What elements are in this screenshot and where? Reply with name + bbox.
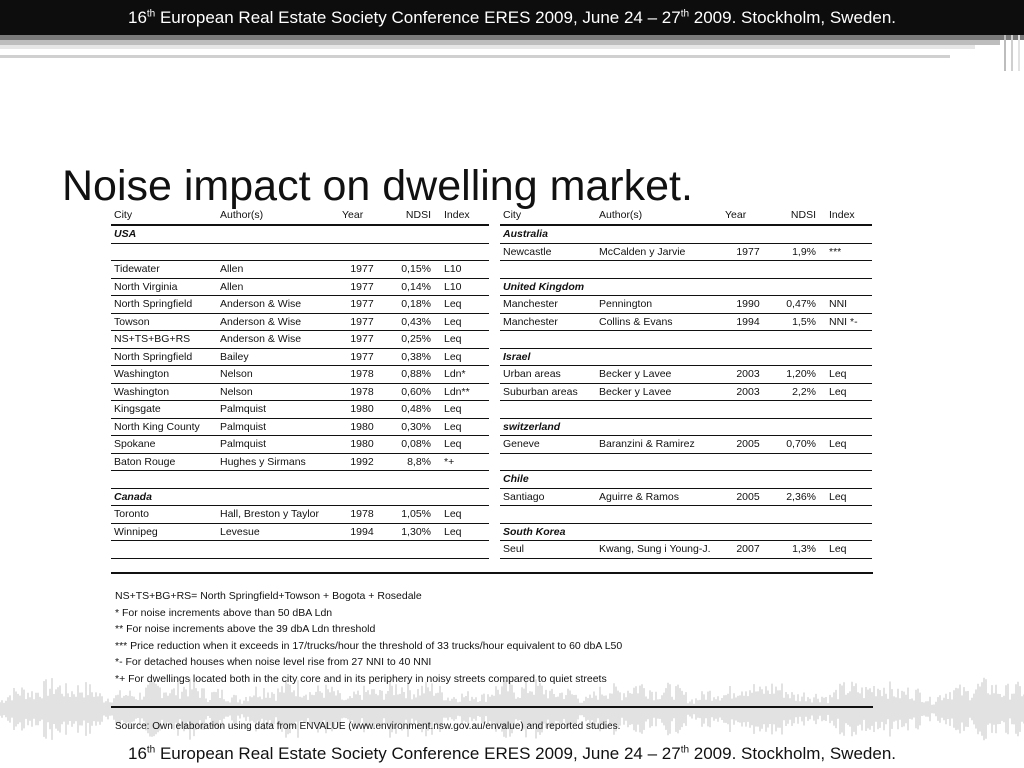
cell-city: Toronto [111,506,217,524]
blank-cell [500,401,872,419]
cell-author: Levesue [217,523,339,541]
footer-text-pre: 16 [127,744,147,763]
cell-index: Leq [826,383,872,401]
blank-row [500,261,872,279]
col-header-year: Year [722,205,774,225]
table-row [500,296,872,314]
cell-year: 1977 [339,331,385,349]
table-row [111,313,489,331]
table-row [111,278,489,296]
cell-city: Manchester [500,313,596,331]
cell-author: Hughes y Sirmans [217,453,339,471]
header-text-pre: 16 [127,8,147,27]
cell-index: Leq [441,436,489,454]
cell-year: 2005 [722,436,774,454]
cell-ndsi: 0,14% [385,278,441,296]
cell-year: 1980 [339,418,385,436]
cell-city: North King County [111,418,217,436]
cell-index: Leq [441,331,489,349]
header-text-post: 2009. Stockholm, Sweden. [689,8,897,27]
footer-sup: th [146,744,156,756]
table-row [500,366,872,384]
table-row [111,506,489,524]
section-label: Israel [500,348,872,366]
cell-city: Geneve [500,436,596,454]
cell-author: Collins & Evans [596,313,722,331]
cell-author: Palmquist [217,436,339,454]
cell-ndsi: 0,30% [385,418,441,436]
cell-year: 1992 [339,453,385,471]
table-row [111,261,489,279]
cell-year: 1977 [339,296,385,314]
cell-author: Anderson & Wise [217,296,339,314]
cell-author: Nelson [217,383,339,401]
col-header-author: Author(s) [596,205,722,225]
cell-city: Kingsgate [111,401,217,419]
cell-year: 1977 [339,348,385,366]
cell-ndsi: 0,48% [385,401,441,419]
cell-author: Palmquist [217,418,339,436]
cell-ndsi: 0,47% [774,296,826,314]
header-sup: th [146,8,156,20]
table-bottom-rule [111,572,873,574]
cell-city: Baton Rouge [111,453,217,471]
footnote: NS+TS+BG+RS= North Springfield+Towson + Bogota + Rosedale [115,590,422,602]
table-row [500,383,872,401]
section-label: Canada [111,488,489,506]
header-vline-2 [1011,35,1013,71]
cell-author: Hall, Breston y Taylor [217,506,339,524]
cell-ndsi: 8,8% [385,453,441,471]
section-row [500,225,872,243]
table-right-body [500,225,872,558]
section-label: Australia [500,225,872,243]
cell-city: Urban areas [500,366,596,384]
cell-year: 1978 [339,366,385,384]
blank-row [500,401,872,419]
table-header-row [111,205,489,225]
blank-row [500,453,872,471]
blank-row [500,506,872,524]
cell-author: Becker y Lavee [596,366,722,384]
footer-text-mid: European Real Estate Society Conference ERES 2009, June 24 – 27 [155,744,681,763]
cell-city: Tidewater [111,261,217,279]
cell-ndsi: 1,05% [385,506,441,524]
cell-year: 1980 [339,401,385,419]
cell-index: Ldn* [441,366,489,384]
cell-ndsi: 1,30% [385,523,441,541]
footnote: *- For detached houses when noise level rise from 27 NNI to 40 NNI [115,656,432,669]
col-header-index: Index [826,205,872,225]
cell-index: NNI *- [826,313,872,331]
cell-year: 2003 [722,383,774,401]
section-label: USA [111,225,489,243]
cell-index: Leq [441,313,489,331]
blank-row [111,471,489,489]
header-vline-3 [1018,35,1020,71]
cell-city: North Springfield [111,348,217,366]
section-row [111,225,489,243]
table-row [111,366,489,384]
table-row [500,436,872,454]
table-row [500,488,872,506]
section-label: United Kingdom [500,278,872,296]
cell-index: Leq [441,348,489,366]
table-row [111,523,489,541]
cell-ndsi: 1,9% [774,243,826,261]
section-label: switzerland [500,418,872,436]
cell-ndsi: 2,2% [774,383,826,401]
section-row [500,471,872,489]
cell-city: NS+TS+BG+RS [111,331,217,349]
footnote: *** Price reduction when it exceeds in 17/trucks/hour the threshold of 33 trucks/hour equivalent to 60 dbA L50 [115,639,623,652]
section-label: South Korea [500,523,872,541]
cell-city: Seul [500,541,596,559]
cell-year: 1977 [339,261,385,279]
slide-title: Noise impact on dwelling market. [62,162,693,210]
col-header-city: City [500,205,596,225]
cell-ndsi: 0,08% [385,436,441,454]
cell-author: Anderson & Wise [217,331,339,349]
col-header-city: City [111,205,217,225]
cell-year: 2005 [722,488,774,506]
footnote: *+ For dwellings located both in the city core and in its periphery in noisy streets compared to quiet streets [115,672,607,685]
cell-city: Washington [111,366,217,384]
cell-city: Washington [111,383,217,401]
table-header-row [500,205,872,225]
cell-author: Palmquist [217,401,339,419]
blank-cell [500,453,872,471]
blank-row [111,243,489,261]
cell-index: Leq [441,523,489,541]
cell-author: Allen [217,278,339,296]
cell-ndsi: 1,5% [774,313,826,331]
table-row [111,401,489,419]
table-row [111,418,489,436]
section-row [111,488,489,506]
cell-city: North Virginia [111,278,217,296]
cell-author: Nelson [217,366,339,384]
header-stripe-3 [0,45,975,49]
cell-index: *** [826,243,872,261]
cell-index: Leq [441,296,489,314]
footnotes [115,588,875,688]
cell-index: Leq [826,366,872,384]
cell-author: Becker y Lavee [596,383,722,401]
cell-city: Spokane [111,436,217,454]
cell-year: 1994 [339,523,385,541]
col-header-author: Author(s) [217,205,339,225]
cell-ndsi: 0,70% [774,436,826,454]
table-row [111,383,489,401]
cell-year: 1990 [722,296,774,314]
cell-city: Newcastle [500,243,596,261]
col-header-year: Year [339,205,385,225]
cell-ndsi: 0,38% [385,348,441,366]
table-row [500,313,872,331]
section-row [500,523,872,541]
cell-city: Santiago [500,488,596,506]
blank-cell [500,261,872,279]
cell-year: 1980 [339,436,385,454]
table-row [111,331,489,349]
cell-author: Allen [217,261,339,279]
cell-author: Pennington [596,296,722,314]
cell-index: NNI [826,296,872,314]
cell-author: Kwang, Sung i Young-J. [596,541,722,559]
cell-ndsi: 0,60% [385,383,441,401]
cell-city: Manchester [500,296,596,314]
blank-cell [500,331,872,349]
source-rule [111,706,873,708]
cell-year: 2007 [722,541,774,559]
section-row [500,348,872,366]
cell-index: Ldn** [441,383,489,401]
table-row [111,348,489,366]
cell-index: *+ [441,453,489,471]
cell-author: Bailey [217,348,339,366]
cell-index: L10 [441,278,489,296]
cell-ndsi: 2,36% [774,488,826,506]
cell-author: Anderson & Wise [217,313,339,331]
table-left-body [111,225,489,558]
cell-ndsi: 0,15% [385,261,441,279]
footer-text-post: 2009. Stockholm, Sweden. [689,744,897,763]
cell-index: Leq [441,418,489,436]
footer-title [0,742,1024,766]
header-vline-1 [1004,35,1006,71]
blank-row [500,331,872,349]
cell-index: Leq [826,541,872,559]
section-row [500,278,872,296]
cell-author: Baranzini & Ramirez [596,436,722,454]
footer-sup-2: th [680,744,690,756]
cell-index: L10 [441,261,489,279]
cell-ndsi: 1,3% [774,541,826,559]
footnote: ** For noise increments above the 39 dbA Ldn threshold [115,623,376,636]
cell-city: Towson [111,313,217,331]
cell-year: 1978 [339,383,385,401]
cell-ndsi: 0,88% [385,366,441,384]
table-row [500,541,872,559]
cell-city: Winnipeg [111,523,217,541]
source-note: Source: Own elaboration using data from ENVALUE (www.environment.nsw.gov.au/envalue) and reported studies. [115,721,621,732]
cell-ndsi: 0,25% [385,331,441,349]
table-right [500,205,872,559]
cell-city: Suburban areas [500,383,596,401]
cell-index: Leq [441,506,489,524]
cell-year: 2003 [722,366,774,384]
blank-cell [111,243,489,261]
cell-author: McCalden y Jarvie [596,243,722,261]
blank-cell [111,471,489,489]
cell-city: North Springfield [111,296,217,314]
col-header-ndsi: NDSI [774,205,826,225]
cell-year: 1977 [339,313,385,331]
section-label: Chile [500,471,872,489]
header-text-mid: European Real Estate Society Conference ERES 2009, June 24 – 27 [155,8,681,27]
cell-ndsi: 0,18% [385,296,441,314]
header-bar [0,0,1024,35]
header-stripe-4 [0,55,950,58]
section-row [500,418,872,436]
table-row [111,453,489,471]
cell-ndsi: 0,43% [385,313,441,331]
blank-row [111,541,489,559]
cell-index: Leq [826,436,872,454]
col-header-index: Index [441,205,489,225]
cell-ndsi: 1,20% [774,366,826,384]
header-sup-2: th [680,8,690,20]
cell-year: 1978 [339,506,385,524]
col-header-ndsi: NDSI [385,205,441,225]
cell-index: Leq [826,488,872,506]
table-left [111,205,489,559]
table-row [111,296,489,314]
cell-year: 1977 [722,243,774,261]
cell-year: 1977 [339,278,385,296]
blank-cell [500,506,872,524]
blank-cell [111,541,489,559]
table-row [500,243,872,261]
cell-year: 1994 [722,313,774,331]
table-row [111,436,489,454]
cell-author: Aguirre & Ramos [596,488,722,506]
footnote: * For noise increments above than 50 dBA Ldn [115,606,333,619]
cell-index: Leq [441,401,489,419]
